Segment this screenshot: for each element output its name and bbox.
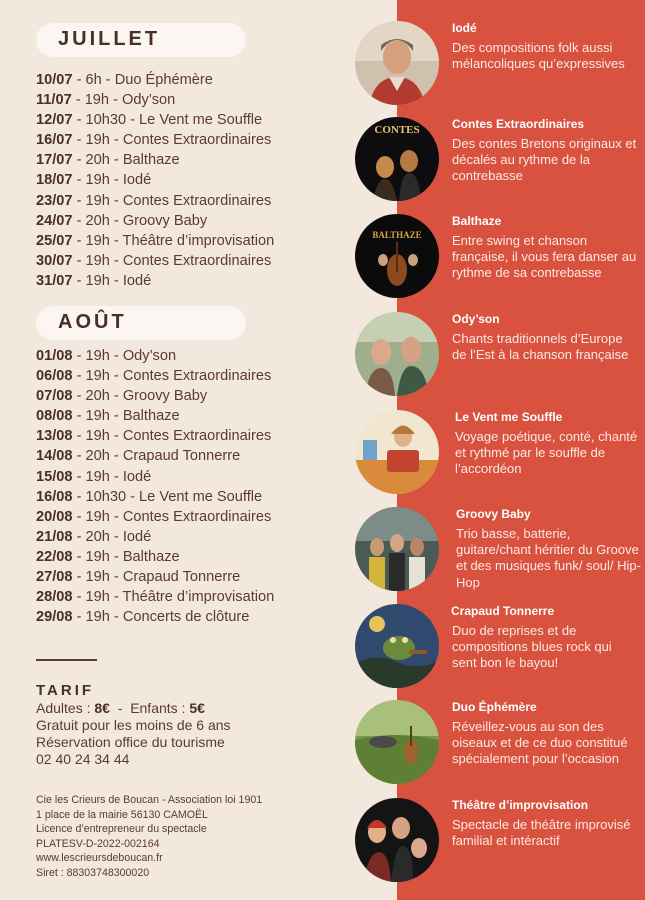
artist-photo [355,312,439,396]
schedule-item: 18/07 - 19h - Iodé [36,172,152,189]
artist-name: Balthaze [452,214,502,228]
footer-website[interactable]: www.lescrieursdeboucan.fr [36,852,163,864]
tarif-phone[interactable]: 02 40 24 34 44 [36,751,130,767]
schedule-item: 23/07 - 19h - Contes Extraordinaires [36,192,272,209]
artist-description: Des contes Bretons originaux et décalés au rythme de la contrebasse [452,136,637,184]
artist-description: Trio basse, batterie, guitare/chant héritier du Groove et des musiques funk/ soul/ Hip-Hop [456,526,641,590]
month-pill-august [36,306,246,340]
artist-photo [355,507,439,591]
schedule-item: 21/08 - 20h - Iodé [36,528,152,545]
tarif-block [36,700,231,768]
divider [36,659,97,661]
artist-name: Crapaud Tonnerre [451,604,555,618]
artist-description: Chants traditionnels d’Europe de l’Est à la chanson française [452,331,629,363]
schedule-item: 08/08 - 19h - Balthaze [36,408,180,425]
artist-name: Duo Éphémère [452,700,537,714]
schedule-item: 30/07 - 19h - Contes Extraordinaires [36,252,272,269]
balthaze-logo-text: BALTHAZE [372,230,422,240]
schedule-item: 31/07 - 19h - Iodé [36,272,152,289]
artist-photo [355,700,439,784]
month-pill-july [36,23,246,57]
schedule-item: 01/08 - 19h - Ody’son [36,348,177,364]
artist-name: Le Vent me Souffle [455,410,563,424]
schedule-august [36,346,274,627]
schedule-july [36,70,274,291]
artist-name: Iodé [452,21,477,35]
artist-photo [355,117,439,201]
artist-description: Réveillez-vous au son des oiseaux et de ce duo constitué spécialement pour l’occasion [452,719,628,767]
footer-line: Licence d’entrepreneur du spectacle [36,823,207,835]
footer-line: Siret : 88303748300020 [36,866,150,879]
artist-name: Groovy Baby [456,507,531,521]
artist-photo [355,21,439,105]
schedule-item: 12/07 - 10h30 - Le Vent me Souffle [36,112,263,129]
schedule-item: 20/08 - 19h - Contes Extraordinaires [36,508,272,525]
tarif-prices: Adultes : 8€ - Enfants : 5€ [36,700,205,716]
schedule-item: 16/07 - 19h - Contes Extraordinaires [36,132,272,149]
artist-description: Voyage poétique, conté, chanté et rythmé par le souffle de l’accordéon [455,429,638,477]
tarif-reservation: Réservation office du tourisme [36,734,225,750]
artist-name: Ody’son [452,312,500,326]
schedule-item: 17/07 - 20h - Balthaze [36,152,180,169]
schedule-item: 11/07 - 19h - Ody’son [36,92,176,109]
schedule-item: 13/08 - 19h - Contes Extraordinaires [36,428,272,445]
artist-description: Spectacle de théâtre improvisé familial et intéractif [452,817,631,849]
month-title-august: AOÛT [58,311,127,333]
schedule-item: 27/08 - 19h - Crapaud Tonnerre [36,569,241,586]
schedule-item: 10/07 - 6h - Duo Éphémère [36,72,213,88]
schedule-item: 28/08 - 19h - Théâtre d’improvisation [36,589,275,606]
artist-name: Théâtre d’improvisation [452,798,589,812]
schedule-item: 06/08 - 19h - Contes Extraordinaires [36,368,272,385]
footer-info [36,793,262,880]
schedule-item: 24/07 - 20h - Groovy Baby [36,212,208,229]
tarif-title: TARIF [36,682,95,699]
artist-photo [355,798,439,882]
schedule-item: 07/08 - 20h - Groovy Baby [36,388,208,405]
artist-name: Contes Extraordinaires [452,117,585,131]
footer-line: Cie les Crieurs de Boucan - Association loi 1901 [36,794,263,806]
schedule-item: 25/07 - 19h - Théâtre d’improvisation [36,232,275,249]
schedule-item: 16/08 - 10h30 - Le Vent me Souffle [36,488,263,505]
footer-line: PLATESV-D-2022-002164 [36,837,160,850]
schedule-item: 14/08 - 20h - Crapaud Tonnerre [36,448,241,465]
artist-photo [355,214,439,298]
schedule-item: 22/08 - 19h - Balthaze [36,548,180,565]
contes-logo-text: CONTES [374,124,420,136]
artist-photo [355,410,439,494]
schedule-item: 29/08 - 19h - Concerts de clôture [36,609,250,626]
schedule-item: 15/08 - 19h - Iodé [36,468,152,485]
footer-line: 1 place de la mairie 56130 CAMOËL [36,808,208,821]
artist-description: Duo de reprises et de compositions blues rock qui sent bon le bayou! [452,623,612,671]
artist-description: Des compositions folk aussi mélancoliques qu’expressives [452,40,625,72]
tarif-free: Gratuit pour les moins de 6 ans [36,717,231,733]
artist-photo [355,604,439,688]
month-title-july: JUILLET [58,28,161,50]
artist-description: Entre swing et chanson française, il vous fera danser au rythme de sa contrebasse [452,233,637,281]
